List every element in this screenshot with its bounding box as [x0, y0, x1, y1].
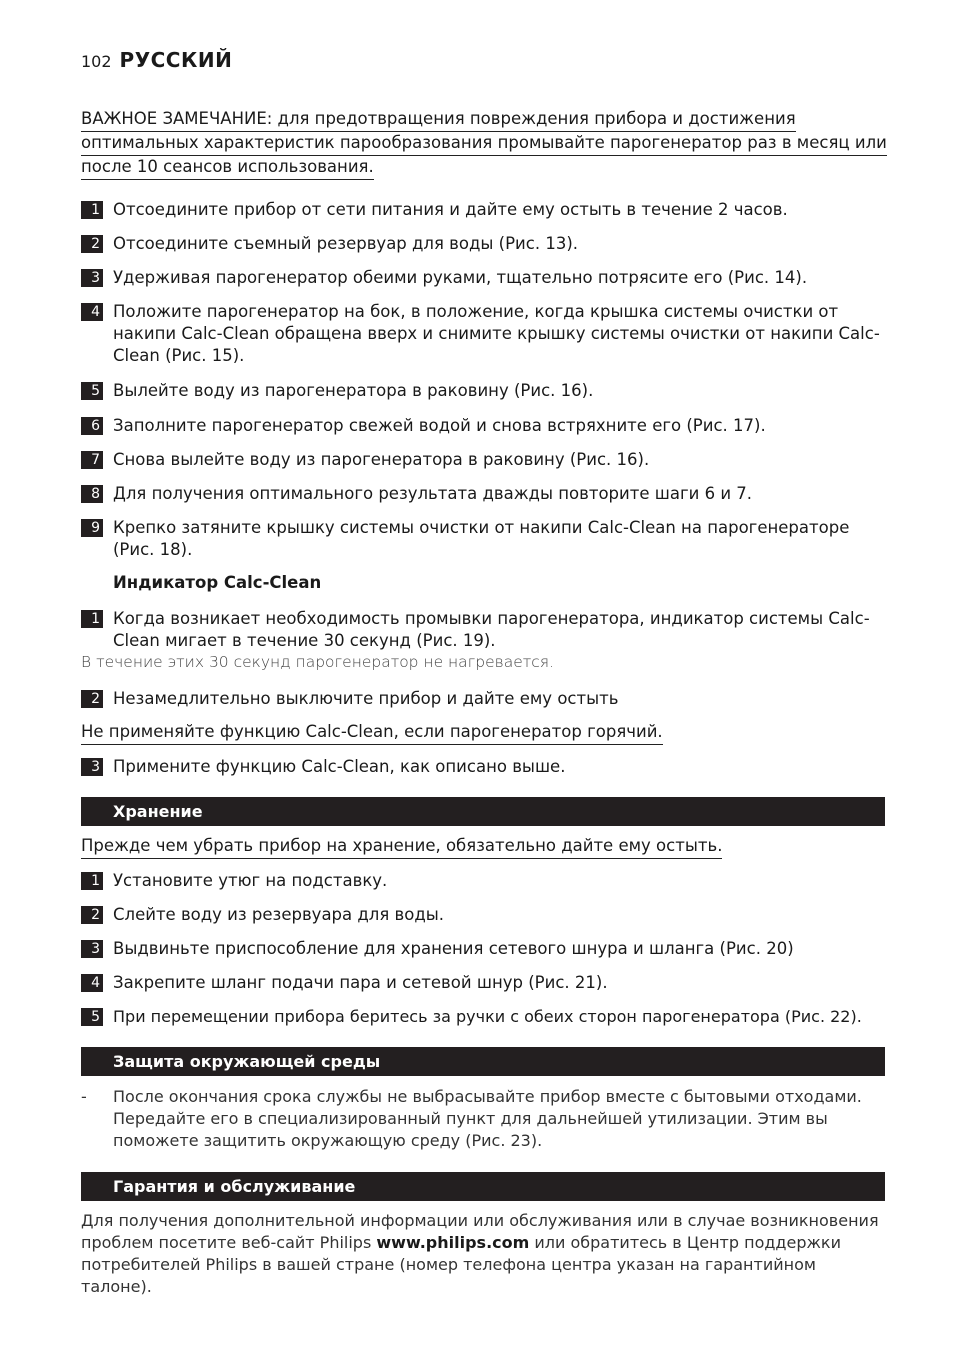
section-bar-environment: Защита окружающей среды [81, 1047, 885, 1076]
warranty-text-after: или обратитесь в Центр поддержки потребителей Philips в вашей стране (номер телефона центра указан на гарантийном талоне). [81, 1233, 841, 1296]
step-text: Закрепите шланг подачи пара и сетевой шнур (Рис. 21). [113, 973, 608, 992]
storage-step [81, 938, 884, 960]
indicator-warning [81, 721, 663, 745]
dash-bullet: - [81, 1087, 87, 1106]
cleaning-step [81, 483, 884, 505]
page-number: 102 [81, 52, 112, 71]
step-number: 1 [81, 872, 103, 890]
warranty-paragraph [81, 1210, 885, 1298]
cleaning-step [81, 233, 884, 255]
cleaning-step [81, 199, 884, 221]
cleaning-step [81, 517, 884, 561]
cleaning-step [81, 301, 884, 367]
step-text: Заполните парогенератор свежей водой и снова встряхните его (Рис. 17). [113, 416, 766, 435]
step-number: 5 [81, 1008, 103, 1026]
important-note-line: оптимальных характеристик парообразования промывайте парогенератор раз в месяц или [81, 132, 887, 156]
step-number: 5 [81, 382, 103, 400]
language-title: РУССКИЙ [119, 48, 233, 72]
step-number: 4 [81, 974, 103, 992]
section-bar-storage: Хранение [81, 797, 885, 826]
step-number: 4 [81, 303, 103, 321]
warning-text: Не применяйте функцию Calc-Clean, если парогенератор горячий. [81, 721, 663, 745]
environment-item [81, 1086, 884, 1152]
storage-step [81, 904, 884, 926]
step-number: 8 [81, 485, 103, 503]
storage-step [81, 870, 884, 892]
warning-text: Прежде чем убрать прибор на хранение, обязательно дайте ему остыть. [81, 835, 722, 859]
cleaning-step [81, 267, 884, 289]
storage-step [81, 972, 884, 994]
page-header [81, 48, 232, 72]
warranty-text-before: Для получения дополнительной информации или обслуживания или в случае возникновения проблем посетите веб-сайт Philips [81, 1211, 879, 1252]
step-number: 3 [81, 269, 103, 287]
step-text: Выдвиньте приспособление для хранения сетевого шнура и шланга (Рис. 20) [113, 939, 794, 958]
step-number: 3 [81, 940, 103, 958]
step-number: 2 [81, 690, 103, 708]
step-number: 9 [81, 519, 103, 537]
step-text: Незамедлительно выключите прибор и дайте ему остыть [113, 689, 619, 708]
environment-text: После окончания срока службы не выбрасывайте прибор вместе с бытовыми отходами. Передайте его в специализированный пункт для дальнейшей утилизации. Этим вы поможете защитить окружающую среду (Рис. 23). [113, 1087, 862, 1150]
step-text: Отсоедините съемный резервуар для воды (Рис. 13). [113, 234, 578, 253]
step-text: Удерживая парогенератор обеими руками, тщательно потрясите его (Рис. 14). [113, 268, 808, 287]
step-text: Крепко затяните крышку системы очистки от накипи Calc-Clean на парогенераторе (Рис. 18). [113, 518, 850, 559]
section-bar-warranty: Гарантия и обслуживание [81, 1172, 885, 1201]
step-text: Положите парогенератор на бок, в положение, когда крышка системы очистки от накипи Calc-Clean обращена вверх и снимите крышку системы очистки от накипи Calc-Clean (Рис. 15). [113, 302, 880, 365]
storage-warning [81, 835, 722, 859]
important-note-line: ВАЖНОЕ ЗАМЕЧАНИЕ: для предотвращения повреждения прибора и достижения [81, 108, 796, 132]
step-text: Примените функцию Calc-Clean, как описано выше. [113, 757, 566, 776]
step-number: 3 [81, 758, 103, 776]
step-text: При перемещении прибора беритесь за ручки с обеих сторон парогенератора (Рис. 22). [113, 1007, 862, 1026]
step-text: Вылейте воду из парогенератора в раковину (Рис. 16). [113, 381, 594, 400]
step-number: 6 [81, 417, 103, 435]
important-note-line: после 10 сеансов использования. [81, 156, 374, 180]
indicator-step [81, 688, 884, 710]
important-note [81, 108, 887, 180]
step-text: Снова вылейте воду из парогенератора в раковину (Рис. 16). [113, 450, 650, 469]
step-text: Слейте воду из резервуара для воды. [113, 905, 445, 924]
step-number: 7 [81, 451, 103, 469]
philips-link[interactable]: www.philips.com [376, 1233, 530, 1252]
step-text: Для получения оптимального результата дважды повторите шаги 6 и 7. [113, 484, 753, 503]
step-text: Когда возникает необходимость промывки парогенератора, индикатор системы Calc-Clean мигает в течение 30 секунд (Рис. 19). [113, 609, 870, 650]
cleaning-step [81, 380, 884, 402]
indicator-step [81, 756, 884, 778]
step-number: 2 [81, 906, 103, 924]
cleaning-step [81, 449, 884, 471]
step-text: Отсоедините прибор от сети питания и дайте ему остыть в течение 2 часов. [113, 200, 788, 219]
storage-step [81, 1006, 884, 1028]
step-number: 1 [81, 201, 103, 219]
indicator-step [81, 608, 884, 652]
step-text: Установите утюг на подставку. [113, 871, 388, 890]
cleaning-step [81, 415, 884, 437]
indicator-note: В течение этих 30 секунд парогенератор не нагревается. [81, 653, 554, 671]
step-number: 2 [81, 235, 103, 253]
indicator-subtitle: Индикатор Calc-Clean [113, 573, 322, 592]
step-number: 1 [81, 610, 103, 628]
